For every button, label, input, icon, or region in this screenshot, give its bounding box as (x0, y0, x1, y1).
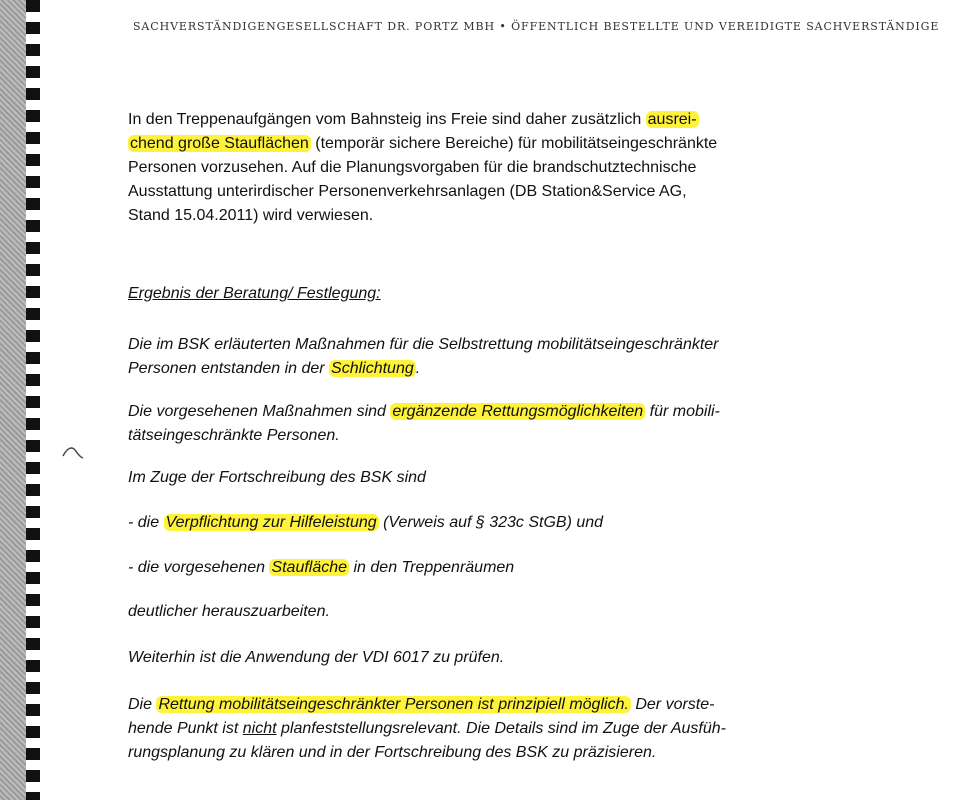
text-line (128, 717, 918, 741)
text-line: rungsplanung zu klären und in der Fortschreibung des BSK zu präzisieren. (128, 744, 657, 761)
list-item-hilfeleistung (128, 511, 918, 535)
text-line: Stand 15.04.2011) wird verwiesen. (128, 207, 374, 224)
highlight: Rettung mobilitätseingeschränkter Personen ist prinzipiell möglich. (158, 696, 629, 713)
paragraph-fortschreibung: Im Zuge der Fortschreibung des BSK sind (128, 469, 426, 486)
text-run: In den Treppenaufgängen vom Bahnsteig ins Freie sind daher zusätzlich (128, 111, 646, 128)
text-run: planfeststellungsrelevant. Die Details sind im Zuge der Ausfüh- (276, 720, 726, 737)
text-run: - die vorgesehenen (128, 559, 270, 576)
result-heading: Ergebnis der Beratung/ Festlegung: (128, 285, 381, 302)
text-run: . (415, 360, 421, 377)
paragraph-vdi: Weiterhin ist die Anwendung der VDI 6017 zu prüfen. (128, 649, 505, 666)
text-run: Der vorste- (630, 696, 715, 713)
text-line (128, 132, 918, 156)
pen-mark (62, 444, 84, 460)
highlight: Schlichtung (331, 360, 414, 377)
highlight: chend große Stauflächen (130, 135, 309, 152)
text-line: Die im BSK erläuterten Maßnahmen für die Selbstrettung mobilitätseingeschränkter (128, 336, 719, 353)
letterhead: SACHVERSTÄNDIGENGESELLSCHAFT DR. PORTZ MBH • ÖFFENTLICH BESTELLTE UND VEREIDIGTE SACHVERSTÄNDIGE (133, 20, 940, 33)
paragraph-stauflaechen (128, 108, 918, 228)
underlined-word: nicht (242, 720, 277, 737)
highlight: ausrei- (647, 111, 697, 128)
text-line (128, 693, 918, 717)
text-run: hende Punkt ist (128, 720, 243, 737)
text-run: (Verweis auf § 323c StGB) und (378, 514, 604, 531)
highlight: Verpflichtung zur Hilfeleistung (165, 514, 377, 531)
paragraph-massnahmen (128, 400, 918, 448)
binder-holes (26, 0, 40, 800)
text-line (128, 357, 918, 381)
binder-strip (0, 0, 26, 800)
text-line: Ausstattung unterirdischer Personenverkehrsanlagen (DB Station&Service AG, (128, 183, 687, 200)
paragraph-rettung (128, 693, 918, 765)
text-line (128, 400, 918, 424)
paragraph-herausarbeiten: deutlicher herauszuarbeiten. (128, 603, 330, 620)
paragraph-selbstrettung (128, 333, 918, 381)
text-run: Personen entstanden in der (128, 360, 330, 377)
text-line: tätseingeschränkte Personen. (128, 427, 340, 444)
text-run: Die (128, 696, 157, 713)
text-line (128, 108, 918, 132)
list-item-stauflaeche (128, 556, 918, 580)
text-run: - die (128, 514, 164, 531)
text-run: (temporär sichere Bereiche) für mobilitätseingeschränkte (310, 135, 718, 152)
text-line: Personen vorzusehen. Auf die Planungsvorgaben für die brandschutztechnische (128, 159, 697, 176)
text-run: in den Treppenräumen (349, 559, 515, 576)
text-run: Die vorgesehenen Maßnahmen sind (128, 403, 391, 420)
highlight: ergänzende Rettungsmöglichkeiten (392, 403, 644, 420)
highlight: Staufläche (271, 559, 348, 576)
text-run: für mobili- (645, 403, 720, 420)
